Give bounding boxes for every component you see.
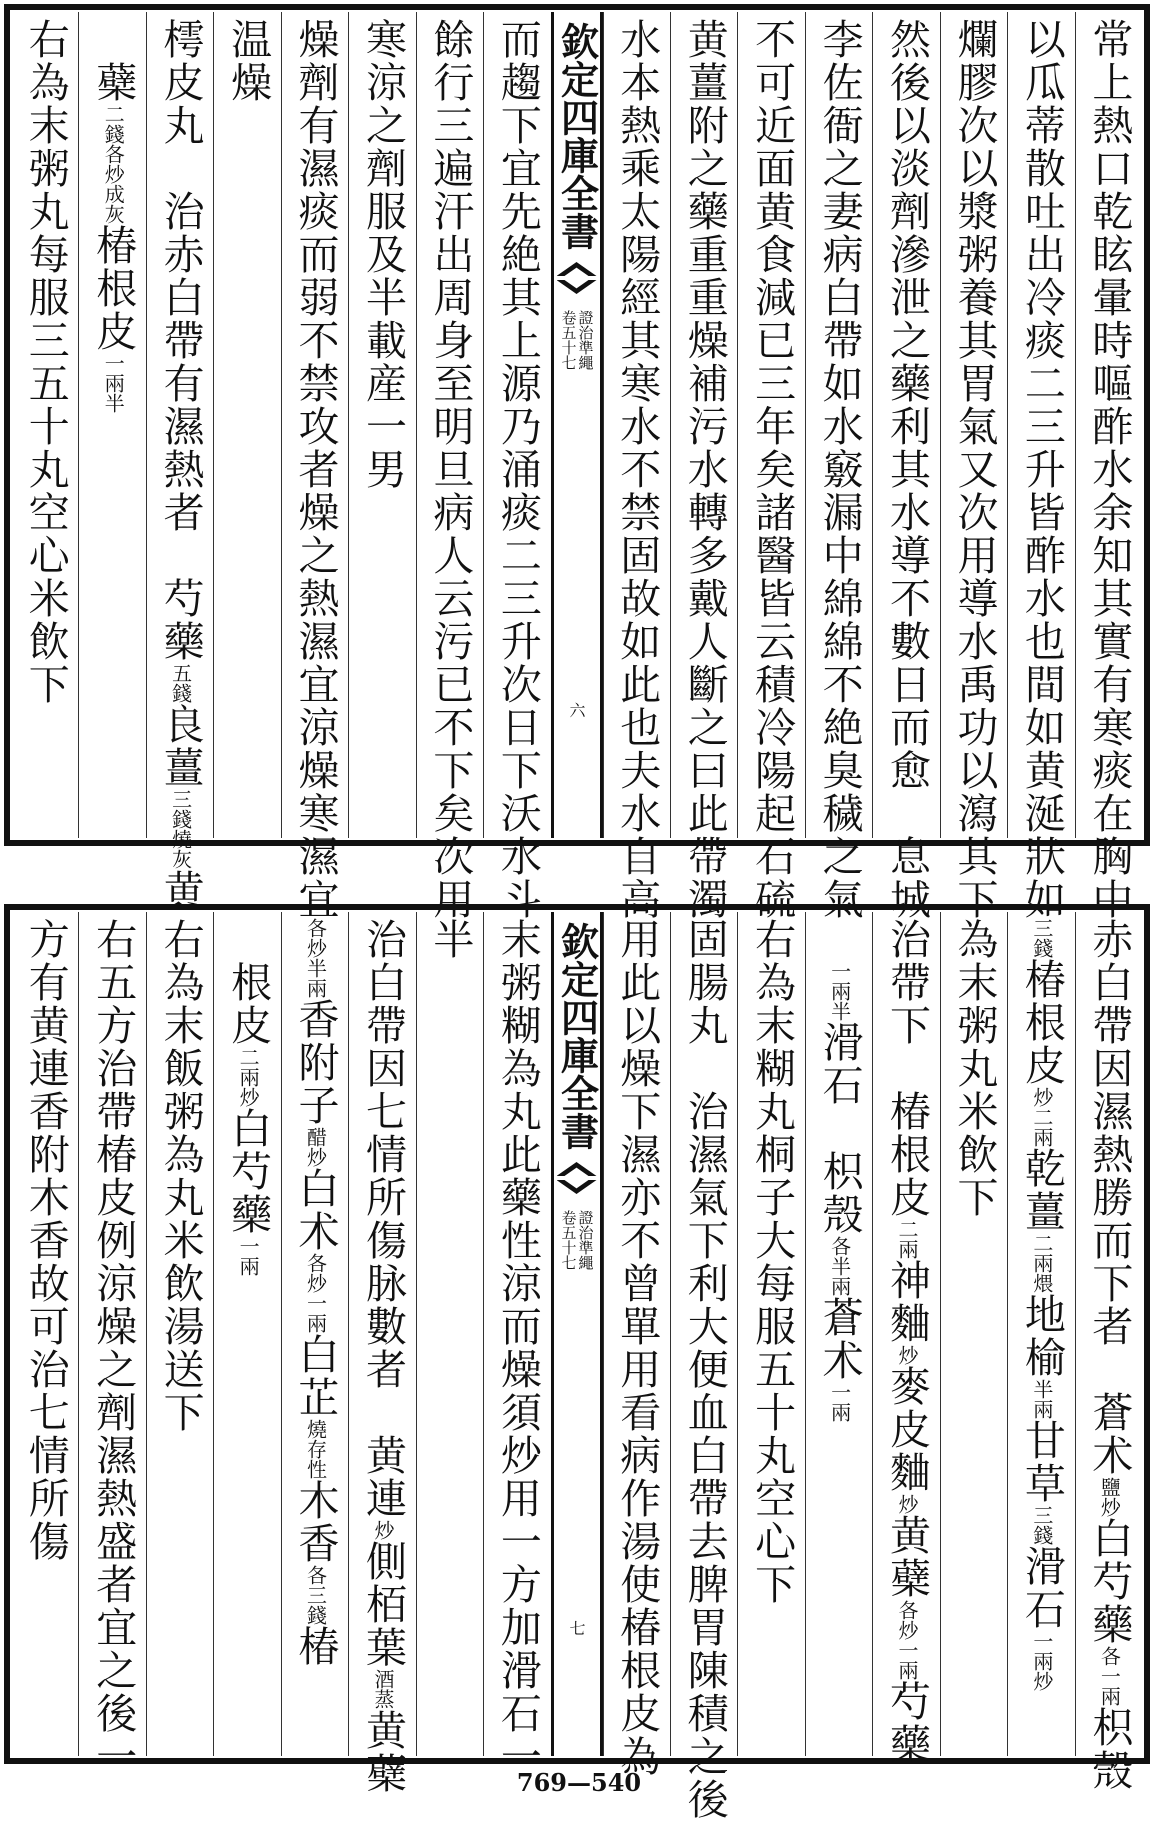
page-1-columns xyxy=(12,12,1142,921)
center-header-column xyxy=(551,912,603,1756)
text-column xyxy=(940,912,1007,1756)
annotation-note: 炒二兩 xyxy=(1029,1087,1054,1147)
text-column xyxy=(670,12,737,921)
column-text: 蘗二錢各炒成灰椿根皮一兩半 xyxy=(89,18,138,413)
column-text: 李佐衙之妻病白帶如水竅漏中綿綿不絶臭穢之氣 xyxy=(815,18,864,921)
annotation-note: 炒 xyxy=(895,1494,920,1514)
header-book: 證治準繩 xyxy=(576,1210,595,1270)
annotation-note: 一兩半 xyxy=(827,961,852,1021)
annotation-note: 酒蒸 xyxy=(370,1669,395,1709)
annotation-note: 一兩 xyxy=(827,1382,852,1422)
column-text: 治帶下 椿根皮二兩神麯炒麥皮麯炒黄蘗各炒一兩芍藥 xyxy=(883,918,932,1766)
column-text: 以瓜蒂散吐出冷痰二三升皆酢水也間如黄涎狀如 xyxy=(1017,18,1066,921)
text-column xyxy=(603,912,670,1778)
header-volume: 卷五十七 xyxy=(559,1210,578,1270)
column-text: 爛膠次以漿粥養其胃氣又次用導水禹功以瀉其下 xyxy=(950,18,999,921)
annotation-note: 鹽炒 xyxy=(1097,1477,1122,1517)
annotation-note: 一兩半 xyxy=(101,353,126,413)
annotation-note: 三錢燒灰 xyxy=(168,789,193,869)
text-column xyxy=(348,912,415,1795)
column-text: 水本熱乘太陽經其寒水不禁固故如此也夫水自高 xyxy=(613,18,662,921)
column-text: 寒涼之劑服及半載産一男 xyxy=(358,18,407,491)
page-number-footer: 769—540 xyxy=(516,1768,642,1797)
annotation-note: 炒 xyxy=(370,1520,395,1540)
text-column xyxy=(1007,12,1074,921)
column-text: 赤白帶因濕熱勝而下者 蒼术鹽炒白芍藥各一兩枳殼 xyxy=(1085,918,1134,1792)
header-volume: 卷五十七 xyxy=(559,310,578,370)
column-text: 末粥糊為丸此藥性涼而燥須炒用一方加滑石一 xyxy=(493,918,542,1778)
folio-number: 七 xyxy=(567,1620,586,1636)
column-text: 右五方治帶椿皮例涼燥之劑濕熱盛者宜之後一 xyxy=(89,918,138,1778)
header-title: 欽定四庫全書 xyxy=(554,22,600,250)
annotation-note: 各半兩 xyxy=(827,1236,852,1296)
column-text: 餘行三遍汗出周身至明旦病人云污已不下矣次用 xyxy=(426,18,475,921)
text-column xyxy=(483,912,550,1778)
column-text: 黄薑附之藥重重燥補污水轉多戴人斷之曰此帶濁 xyxy=(680,18,729,921)
column-text: 根皮二兩炒白芍藥一兩 xyxy=(224,918,273,1276)
column-text: 温燥 xyxy=(224,18,273,104)
column-text: 而趨下宜先絶其上源乃涌痰二三升次日下沃水斗 xyxy=(493,18,542,921)
text-column xyxy=(1075,12,1142,921)
text-column xyxy=(213,912,280,1756)
text-column xyxy=(483,12,550,921)
text-column xyxy=(670,912,737,1821)
text-column xyxy=(940,12,1007,921)
column-text: 固腸丸 治濕氣下利大便血白帶去脾胃陳積之後 xyxy=(680,918,729,1821)
text-column xyxy=(1007,912,1074,1756)
annotation-note: 三錢 xyxy=(1029,918,1054,958)
column-text: 各炒半兩香附子醋炒白术各炒一兩白芷燒存性木香各三錢椿 xyxy=(291,918,340,1668)
annotation-note: 各三錢 xyxy=(303,1565,328,1625)
text-column xyxy=(78,12,145,838)
fish-tail-mark-icon xyxy=(557,1158,597,1198)
annotation-note: 二兩炒 xyxy=(236,1047,261,1107)
annotation-note: 二兩煨 xyxy=(1029,1233,1054,1293)
annotation-note: 各一兩 xyxy=(1097,1646,1122,1706)
annotation-note: 二錢各炒成灰 xyxy=(101,104,126,224)
center-header-column xyxy=(551,12,603,838)
text-column xyxy=(281,12,348,921)
annotation-note: 醋炒 xyxy=(303,1127,328,1167)
fish-tail-mark-icon xyxy=(557,258,597,298)
header-meta xyxy=(561,310,593,370)
column-text: 三錢椿根皮炒二兩乾薑二兩煨地榆半兩甘草三錢滑石一兩炒 xyxy=(1017,918,1066,1691)
text-column xyxy=(805,912,872,1756)
column-text: 常上熱口乾眩暈時嘔酢水余知其實有寒痰在胸中 xyxy=(1085,18,1134,921)
text-column xyxy=(78,912,145,1778)
column-text: 為末粥丸米飲下 xyxy=(950,918,999,1219)
text-column xyxy=(12,912,78,1756)
text-column xyxy=(805,12,872,921)
column-text: 治白帶因七情所傷脉數者 黄連炒側栢葉酒蒸黄蘗 xyxy=(358,918,407,1795)
text-column xyxy=(737,912,804,1756)
annotation-note: 一兩炒 xyxy=(1029,1631,1054,1691)
column-text: 右為末糊丸桐子大每服五十丸空心下 xyxy=(748,918,797,1606)
annotation-note: 各炒半兩 xyxy=(303,918,328,998)
text-column xyxy=(872,12,939,921)
column-text: 樗皮丸 治赤白帶有濕熱者 芍藥五錢良薑三錢燒灰黄 xyxy=(156,18,205,912)
text-column xyxy=(603,12,670,921)
annotation-note: 燒存性 xyxy=(303,1419,328,1479)
header-book: 證治準繩 xyxy=(576,310,595,370)
annotation-note: 各炒一兩 xyxy=(895,1600,920,1680)
text-column xyxy=(416,12,483,921)
column-text: 燥劑有濕痰而弱不禁攻者燥之熱濕宜涼燥寒濕宜 xyxy=(291,18,340,921)
annotation-note: 炒 xyxy=(895,1345,920,1365)
annotation-note: 各炒一兩 xyxy=(303,1253,328,1333)
text-column xyxy=(416,912,483,1756)
annotation-note: 三錢 xyxy=(1029,1505,1054,1545)
annotation-note: 五錢 xyxy=(168,663,193,703)
column-text: 不可近面黄食減已三年矣諸醫皆云積冷陽起石硫 xyxy=(748,18,797,921)
text-column xyxy=(1075,912,1142,1792)
annotation-note: 一兩 xyxy=(236,1236,261,1276)
column-text: 用此以燥下濕亦不曾單用看病作湯使椿根皮為 xyxy=(613,918,662,1778)
text-column xyxy=(146,912,213,1756)
page-1-frame xyxy=(4,4,1150,921)
text-column xyxy=(12,12,78,838)
text-column xyxy=(872,912,939,1766)
text-column xyxy=(281,912,348,1756)
header-title: 欽定四庫全書 xyxy=(554,922,600,1150)
column-text: 一兩半滑石 枳殼各半兩蒼术一兩 xyxy=(815,961,864,1422)
annotation-note: 二兩 xyxy=(895,1219,920,1259)
column-text: 然後以淡劑滲泄之藥利其水導不數日而愈 息城 xyxy=(883,18,932,921)
text-column xyxy=(146,12,213,912)
column-text: 右為末粥丸每服三五十丸空心米飲下 xyxy=(21,18,70,706)
text-column xyxy=(348,12,415,838)
header-meta xyxy=(561,1210,593,1270)
column-text: 半 xyxy=(426,918,475,961)
text-column xyxy=(213,12,280,838)
column-text: 方有黄連香附木香故可治七情所傷 xyxy=(21,918,70,1563)
annotation-note: 半兩 xyxy=(1029,1379,1054,1419)
folio-number: 六 xyxy=(567,702,586,718)
text-column xyxy=(737,12,804,921)
column-text: 右為末飯粥為丸米飲湯送下 xyxy=(156,918,205,1434)
